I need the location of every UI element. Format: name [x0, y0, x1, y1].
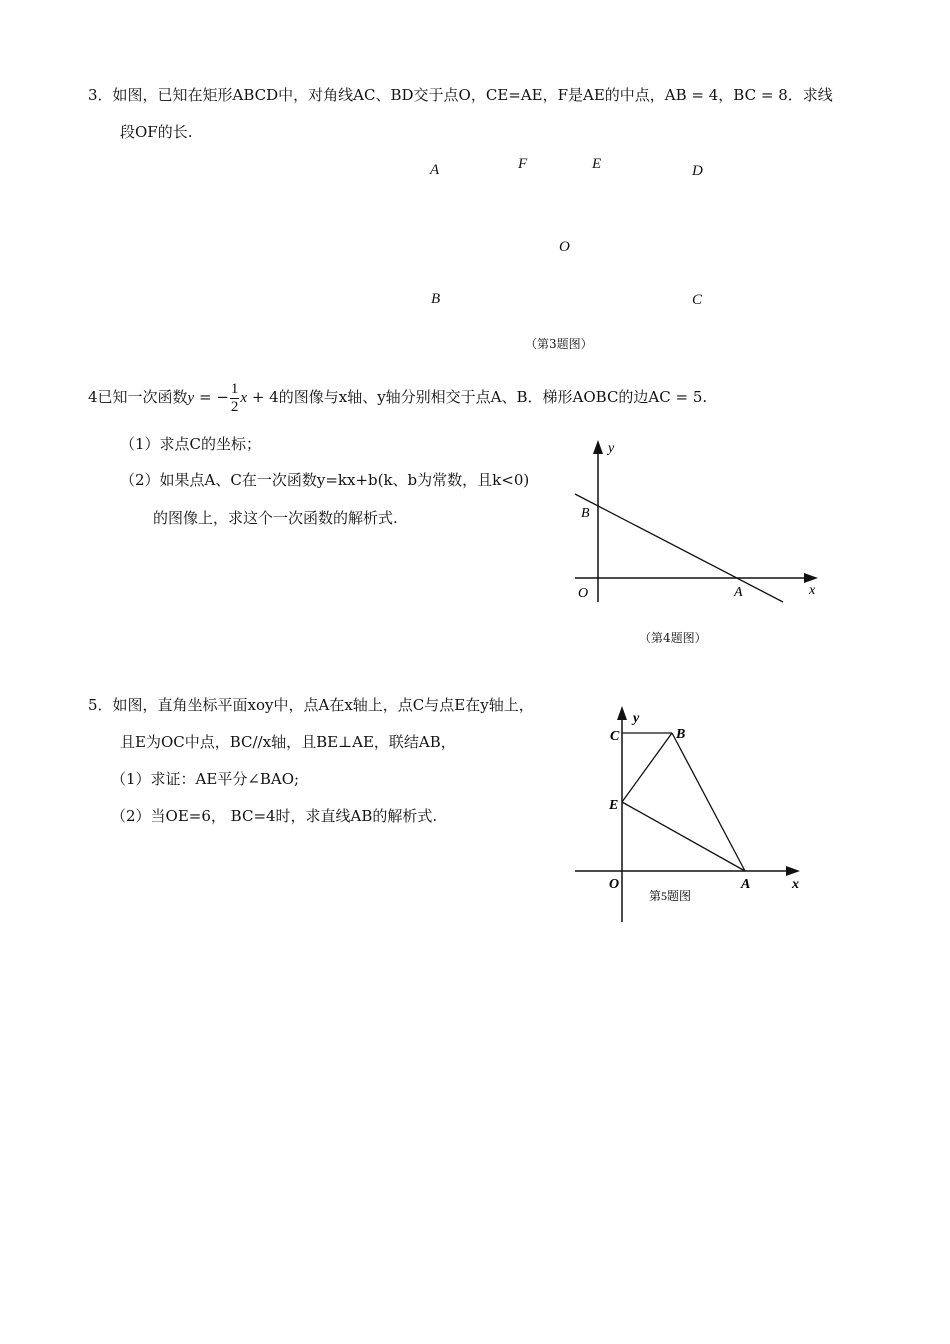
q5-label-x: x: [792, 877, 799, 892]
q5-text-line1: 5．如图，直角坐标平面xoy中，点A在x轴上，点C与点E在y轴上，: [88, 696, 534, 714]
q4-eq-plus4: + 4: [247, 388, 279, 406]
q5-figure-caption: 第5题图: [649, 889, 692, 903]
q4-coordinate-figure: [560, 430, 830, 610]
q4-label-y: y: [608, 441, 615, 456]
q4-label-o: O: [578, 586, 589, 601]
q3-label-d: D: [692, 163, 703, 179]
q4-suffix: 的图像与x轴、y轴分别相交于点A、B．梯形AOBC的边AC = 5.: [278, 388, 708, 406]
q4-label-a: A: [734, 585, 743, 600]
q3-label-c: C: [692, 292, 703, 308]
q3-label-f: F: [518, 156, 528, 172]
q5-label-e: E: [609, 798, 619, 813]
q4-prefix: 4已知一次函数: [88, 388, 188, 406]
q4-text-line1: [88, 376, 707, 418]
q4-eq-frac-den: 2: [230, 398, 239, 415]
q3-label-a: A: [430, 162, 440, 178]
q4-function-line: [575, 494, 783, 602]
q4-sub2-line1: （2）如果点A、C在一次函数y=kx+b(k、b为常数，且k<0): [120, 471, 530, 489]
q3-text-line2: 段OF的长.: [120, 123, 193, 141]
q3-label-o: O: [559, 239, 570, 255]
q5-label-c: C: [610, 729, 620, 744]
q5-sub1: （1）求证：AE平分∠BAO;: [111, 770, 300, 788]
q4-eq-x: x: [240, 390, 248, 406]
q4-eq-equals: = −: [194, 388, 229, 406]
q4-label-b: B: [581, 506, 590, 521]
q5-label-o: O: [609, 877, 620, 892]
q4-label-x: x: [809, 583, 816, 598]
q4-sub1: （1）求点C的坐标；: [120, 435, 262, 453]
q5-label-a: A: [741, 877, 751, 892]
q4-x-axis-arrow: [804, 573, 818, 583]
q5-text-line2: 且E为OC中点，BC//x轴，且BE⊥AE，联结AB，: [120, 733, 456, 751]
q4-eq-frac-num: 1: [230, 380, 239, 397]
q4-sub2-line2: 的图像上，求这个一次函数的解析式.: [153, 509, 398, 527]
q4-y-axis-arrow: [593, 440, 603, 454]
q5-y-axis-arrow: [617, 706, 627, 720]
q3-text-line1: 3．如图，已知在矩形ABCD中，对角线AC、BD交于点O，CE=AE，F是AE的中点，AB = 4，BC = 8．求线: [88, 86, 833, 104]
q5-segment-eb: [622, 733, 672, 802]
q4-eq-fraction: [230, 381, 240, 416]
q5-sub2: （2）当OE=6， BC=4时，求直线AB的解析式.: [111, 807, 438, 825]
q4-eq-y: y: [187, 390, 195, 406]
q4-figure-caption: （第4题图）: [639, 631, 707, 645]
q5-coordinate-figure: [560, 698, 820, 928]
q5-label-y: y: [633, 711, 640, 726]
q5-label-b: B: [676, 727, 686, 742]
q3-label-b: B: [431, 291, 441, 307]
q5-x-axis-arrow: [786, 866, 800, 876]
q3-label-e: E: [592, 156, 602, 172]
q3-figure-caption: （第3题图）: [525, 337, 593, 351]
